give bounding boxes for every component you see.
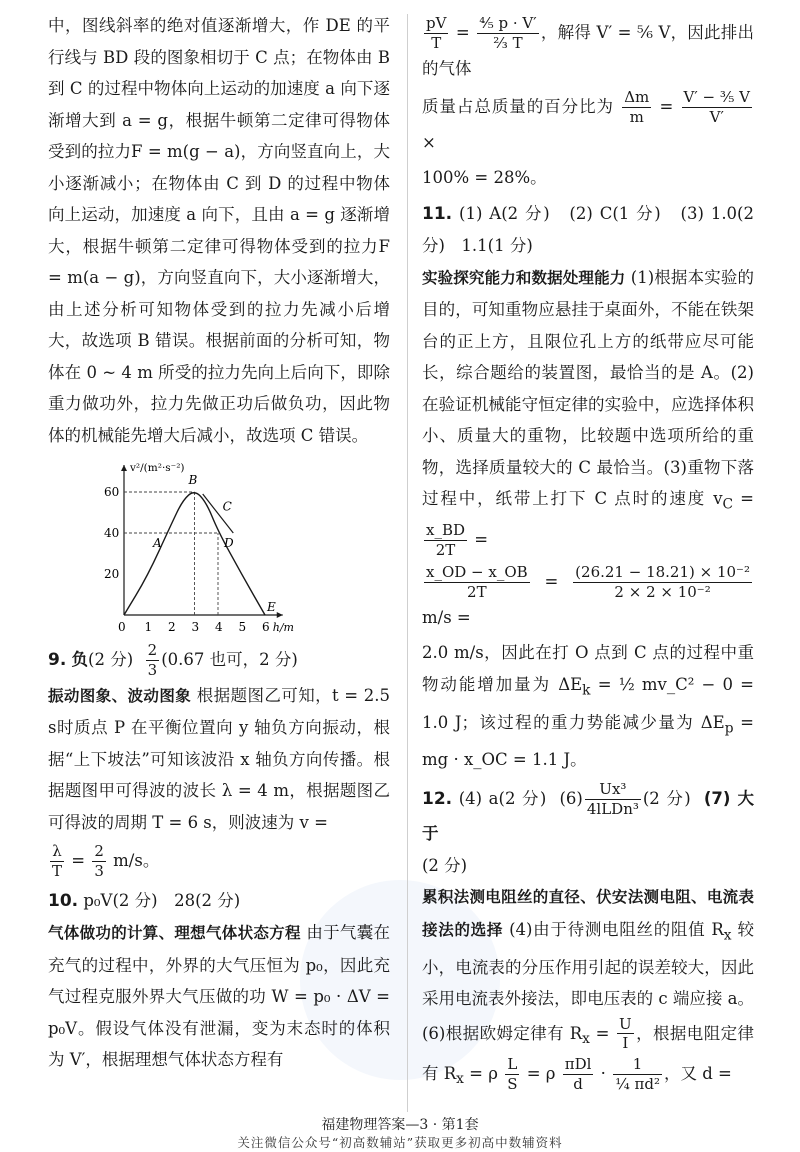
point-label-E: E	[267, 600, 276, 614]
point-label-D: D	[224, 536, 234, 550]
ohm-den: I	[622, 1034, 629, 1053]
q9-topic: 振动图象、波动图象	[48, 686, 192, 705]
calc-fraction1	[424, 563, 530, 602]
q10-text: 由于气囊在充气的过程中，外界的大气压恒为 p₀，因此充气过程克服外界大气压做的功 W = p₀ · ΔV = p₀V。假设气体没有泄漏，变为末态时的体积为 V′，根据理想气体状态方程有	[48, 923, 390, 1069]
gas-lhs-num: pV	[426, 14, 447, 32]
gas-rhs-fraction	[477, 14, 538, 53]
res1-num: L	[505, 1055, 519, 1075]
page-footer-title: 福建物理答案—3 · 第1套	[321, 1117, 479, 1133]
res-fraction3	[613, 1055, 662, 1094]
y-tick-40: 40	[104, 526, 120, 540]
mass-rhs-den: V′	[709, 107, 724, 126]
q12-answer-line	[422, 780, 754, 850]
q12-b-den: 4lLDn³	[586, 799, 639, 818]
q9-number: 9.	[48, 649, 67, 670]
q9-speed-unit: m/s。	[113, 850, 160, 870]
calc-den1: 2T	[467, 583, 487, 602]
res1-den: S	[507, 1074, 518, 1093]
q12-answer-c-score: (2 分)	[422, 855, 468, 875]
q9-frac-den: 3	[147, 660, 158, 679]
q11-text2: 2.0 m/s，因此在打 O 点到 C 点的过程中重物动能增加量为 ΔE	[422, 643, 754, 694]
q12-answer-b-post: (2 分)	[642, 788, 691, 808]
point-label-B: B	[188, 472, 198, 487]
q11-calc-line: $\frac{x\_OD - x\_OB}{2T}$ = $\frac{\text{(26.21 − 18.21) × 10⁻²}}{\text{2 × 2 × 10⁻²}}$ m/s =	[422, 563, 750, 627]
x-tick-2: 2	[168, 620, 176, 634]
q11-text1: (1)根据本实验的目的，可知重物应悬挂于桌面外，不能在铁架台的正上方，且限位孔上方的纸带应尽可能长，综合题给的装置图，最恰当的是 A。(2)在验证机械能守恒定律的实验中，应选择体积小、质量大的重物，比较题中选项所给的重物，选择质量较大的 C 最恰当。(3)重物下落过程中，纸带上打下 C 点时的速度 v	[422, 267, 754, 508]
q9-speed-den1: T	[52, 861, 63, 880]
q10-mass-fraction-line: 质量占总质量的百分比为 $\frac{\Delta m}{m}$ = $\frac{\text{V′ − ³⁄₅ V}}{V'}$ ×	[422, 88, 750, 152]
ke-formula: = ½ mv_C² − 0 = 1.0 J；该过程的重力势能减少量为 ΔE	[422, 674, 754, 732]
q9-speed-frac1	[50, 842, 64, 881]
q11-topic: 实验探究能力和数据处理能力	[422, 268, 626, 287]
y-tick-20: 20	[104, 567, 120, 581]
q12-topic: 累积法测电阻丝的直径、伏安法测电阻、电流表接法的选择	[422, 888, 754, 939]
calc-unit: m/s =	[422, 607, 471, 627]
q9-answer1: 负	[71, 649, 89, 669]
q12-text3: ，根据电阻定律有 R	[422, 1023, 755, 1083]
mass-lhs-fraction	[622, 88, 651, 127]
right-column	[422, 10, 754, 1096]
mass-lhs-num: Δm	[624, 88, 650, 106]
q12-b-num: Ux³	[585, 780, 641, 800]
res3-den: ¼ πd²	[615, 1074, 660, 1093]
q9-answer2-tail: (0.67 也可，2 分)	[161, 649, 298, 669]
x-axis-arrow	[277, 612, 283, 618]
res-fraction2	[563, 1055, 594, 1094]
calc-fraction2	[573, 563, 752, 602]
q9-answer-line	[48, 641, 390, 680]
mass-times: ×	[422, 132, 436, 152]
page-footer-note: 关注微信公众号“初高数辅站”获取更多初高中数辅资料	[237, 1135, 563, 1150]
pe-formula: = mg · x_OC = 1.1 J。	[422, 712, 754, 770]
q12-number: 12.	[422, 788, 453, 809]
q10-answer: p₀V(2 分) 28(2 分)	[83, 890, 241, 910]
vc-fraction	[424, 521, 467, 560]
q11-answer: (1) A(2 分) (2) C(1 分) (3) 1.0(2 分) 1.1(1 分)	[422, 203, 754, 255]
column-divider	[407, 14, 408, 1112]
q9-explanation	[48, 680, 390, 839]
mass-result: 100% = 28%。	[422, 168, 547, 187]
q12-answer-c: (7) 大于	[422, 788, 754, 844]
vc-frac-den: 2T	[435, 540, 456, 559]
q12-text1: (4)由于待测电阻丝的阻值 R	[509, 919, 724, 939]
q9-speed-num1: λ	[50, 842, 64, 862]
res2-den: d	[573, 1074, 583, 1093]
mass-rhs-fraction	[682, 88, 752, 127]
q9-speed-num2: 2	[94, 842, 104, 860]
gas-eq-tail: ，解得 V′ = ⁵⁄₆ V，因此排出的气体	[422, 22, 754, 78]
calc-num2: (26.21 − 18.21) × 10⁻²	[575, 563, 750, 582]
y-axis-label: v²/(m²·s⁻²)	[130, 462, 185, 474]
mass-lhs-den: m	[629, 107, 644, 126]
q9-text: 根据题图乙可知，t = 2.5 s时质点 P 在平衡位置向 y 轴负方向振动，根据“上下坡法”可知该波沿 x 轴负方向传播。根据题图甲可得波的波长 λ = 4 m，根据题图乙可得波的周期 T = 6 s，则波速为 v =	[48, 685, 390, 832]
x-tick-0: 0	[118, 620, 126, 634]
ohm-fraction	[617, 1015, 634, 1054]
gas-lhs-den: T	[431, 33, 442, 52]
q11-number: 11.	[422, 203, 453, 224]
gas-rhs-den: ²⁄₃ T	[493, 33, 523, 52]
x-tick-1: 1	[144, 620, 153, 634]
res3-num: 1	[613, 1055, 662, 1075]
x-tick-3: 3	[191, 620, 200, 634]
res2-num: πDl	[564, 1055, 592, 1074]
q9-answer2-fraction	[146, 641, 160, 680]
calc-num1: x_OD − x_OB	[426, 563, 528, 582]
q12-explanation: 累积法测电阻丝的直径、伏安法测电阻、电流表接法的选择 (4)由于待测电阻丝的阻值 $R_x$ 较小，电流表的分压作用引起的误差较大，因此采用电流表外接法，即电压表的 c 端应接 a。(6)根据欧姆定律有 $R_x$ = $\frac{U}{I}$ ，根据电阻定律有 $R_x = \rho$ $\frac{L}{S}$ = ρ $\frac{\text{πDl}}{d}$ · $\frac{1}{\text{¼ πd²}}$ ，又 d =	[422, 888, 755, 1093]
q9-answer1-score: (2 分)	[88, 649, 134, 669]
q8-explanation-text: 中，图线斜率的绝对值逐渐增大，作 DE 的平行线与 BD 段的图象相切于 C 点；在物体由 B 到 C 的过程中物体向上运动的加速度 a 向下逐渐增大到 a = g，根据牛顿第二定律可得物体受到的拉力F = m(g − a)，方向竖直向上，大小逐渐减小；在物体由 C 到 D 的过程中物体向上运动，加速度 a 向下，且由 a = g 逐渐增大，根据牛顿第二定律可得物体受到的拉力F = m(a − g)，方向竖直向下，大小逐渐增大，由上述分析可知物体受到的拉力先减小后增大，故选项 B 错误。根据前面的分析可知，物体在 0 ~ 4 m 所受的拉力先向上后向下，即除重力做功外，拉力先做正功后做负功，因此物体的机械能先增大后减小，故选项 C 错误。	[48, 16, 390, 445]
x-tick-5: 5	[238, 620, 247, 634]
q12-answer-a: (4) a(2 分)	[458, 788, 547, 808]
q11-energy-text: 2.0 m/s，因此在打 O 点到 C 点的过程中重物动能增加量为 $\Delta E_k$ = ½ mv_C² − 0 = 1.0 J；该过程的重力势能减少量为 $\Delta E_p$ = mg · x_OC = 1.1 J。	[422, 643, 754, 770]
q12-answer-b-fraction	[585, 780, 641, 819]
q10-topic: 气体做功的计算、理想气体状态方程	[48, 924, 301, 942]
gas-rhs-num: ⁴⁄₅ p · V′	[479, 14, 537, 32]
x-tick-4: 4	[215, 620, 223, 634]
point-label-C: C	[222, 499, 232, 514]
q11-answer-line	[422, 198, 754, 262]
left-column	[48, 10, 390, 1076]
v2-h-chart	[102, 457, 312, 637]
q10-number: 10.	[48, 890, 79, 911]
ohm-num: U	[619, 1014, 632, 1033]
y-tick-60: 60	[104, 485, 120, 499]
q9-frac-num: 2	[147, 641, 158, 659]
q12-text4: ，又 d =	[663, 1063, 732, 1083]
q11-explanation: 实验探究能力和数据处理能力 (1)根据本实验的目的，可知重物应悬挂于桌面外，不能在铁架台的正上方，且限位孔上方的纸带应尽可能长，综合题给的装置图，最恰当的是 A。(2)在验证机械能守恒定律的实验中，应选择体积小、质量大的重物，比较题中选项所给的重物，选择质量较大的 C 最恰当。(3)重物下落过程中，纸带上打下 C 点时的速度 $v_C$ = $\frac{x\_BD}{2T}$ =	[422, 267, 754, 559]
q10-gas-equation: $\frac{pV}{T}$ = $\frac{\text{⁴⁄₅ p · V′}}{\text{²⁄₃ T}}$ ，解得 V′ = ⁵⁄₆ V，因此排出的气体	[422, 14, 754, 78]
q12-text2: 较小，电流表的分压作用引起的误差较大，因此采用电流表外接法，即电压表的 c 端应接 a。(6)根据欧姆定律有 R	[422, 919, 754, 1043]
q12-answer-b-pre: (6)	[559, 788, 583, 808]
q9-speed-equation	[48, 842, 390, 881]
mass-text: 质量占总质量的百分比为	[422, 96, 615, 116]
q10-explanation	[48, 917, 390, 1076]
y-axis-arrow	[121, 465, 127, 471]
q9-speed-den2: 3	[94, 861, 104, 880]
vc-frac-num: x_BD	[426, 520, 466, 539]
q9-equals: =	[71, 850, 86, 870]
mass-rhs-num: V′ − ³⁄₅ V	[683, 88, 750, 106]
res-fraction1	[505, 1055, 519, 1094]
gas-lhs-fraction	[424, 14, 448, 53]
point-label-A: A	[153, 536, 162, 550]
x-axis-label: h/m	[272, 621, 294, 634]
calc-den2: 2 × 2 × 10⁻²	[614, 583, 711, 602]
q9-speed-frac2	[92, 842, 106, 881]
q10-answer-line	[48, 885, 390, 918]
x-tick-6: 6	[262, 620, 270, 634]
